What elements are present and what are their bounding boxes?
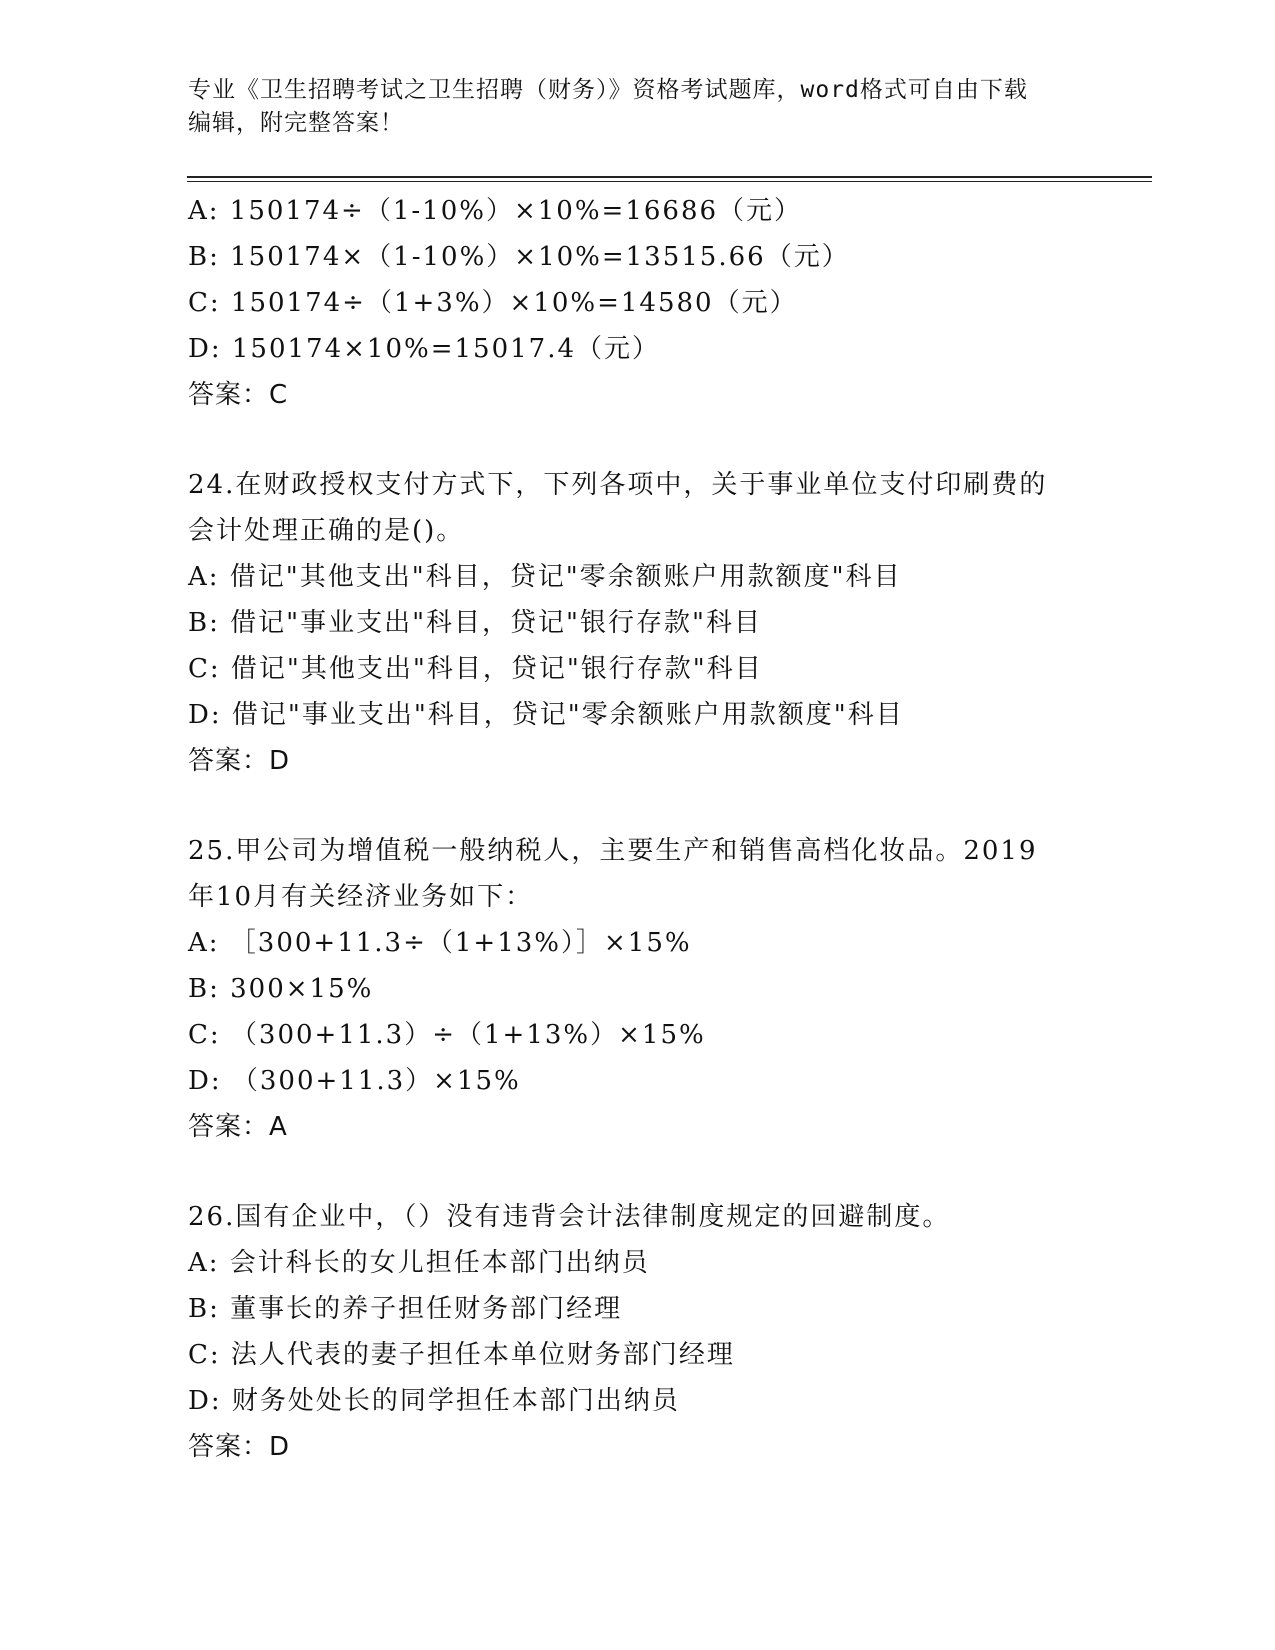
q23-option-d: D: 150174×10%=15017.4（元） xyxy=(188,334,660,364)
q23-answer: 答案：C xyxy=(188,380,289,410)
q25-option-c: C: （300+11.3）÷（1+13%）×15% xyxy=(188,1020,706,1050)
q26-option-a: A: 会计科长的女儿担任本部门出纳员 xyxy=(188,1248,650,1278)
q26-answer: 答案：D xyxy=(188,1432,291,1462)
q25-stem-line-2: 年10月有关经济业务如下： xyxy=(188,882,534,912)
q23-option-b: B: 150174×（1-10%）×10%=13515.66（元） xyxy=(188,242,850,272)
header-rule-thin xyxy=(187,181,1152,182)
header-line-2: 编辑，附完整答案！ xyxy=(188,110,404,136)
question-25-block xyxy=(188,828,1148,1150)
question-23-block xyxy=(188,188,1148,418)
q24-option-a: A: 借记"其他支出"科目，贷记"零余额账户用款额度"科目 xyxy=(188,562,902,592)
q26-stem-line-1: 26.国有企业中，（）没有违背会计法律制度规定的回避制度。 xyxy=(188,1202,951,1232)
q25-answer: 答案：A xyxy=(188,1112,288,1142)
q25-option-b: B: 300×15% xyxy=(188,974,374,1004)
q24-stem-line-2: 会计处理正确的是()。 xyxy=(188,516,465,546)
q24-option-b: B: 借记"事业支出"科目，贷记"银行存款"科目 xyxy=(188,608,762,638)
q24-option-d: D: 借记"事业支出"科目，贷记"零余额账户用款额度"科目 xyxy=(188,700,904,730)
q26-option-c: C: 法人代表的妻子担任本单位财务部门经理 xyxy=(188,1340,735,1370)
header-rule-thick xyxy=(187,176,1152,178)
spacer xyxy=(188,418,1148,462)
header-line-1: 专业《卫生招聘考试之卫生招聘（财务）》资格考试题库，word格式可自由下载 xyxy=(188,77,1028,103)
q25-option-d: D: （300+11.3）×15% xyxy=(188,1066,521,1096)
question-24-block xyxy=(188,462,1148,784)
q25-stem-line-1: 25.甲公司为增值税一般纳税人，主要生产和销售高档化妆品。2019 xyxy=(188,836,1038,866)
question-content xyxy=(188,188,1148,1470)
q23-option-a: A: 150174÷（1-10%）×10%=16686（元） xyxy=(188,196,803,226)
q24-stem-line-1: 24.在财政授权支付方式下，下列各项中，关于事业单位支付印刷费的 xyxy=(188,470,1048,500)
question-26-block xyxy=(188,1194,1148,1470)
q24-option-c: C: 借记"其他支出"科目，贷记"银行存款"科目 xyxy=(188,654,763,684)
q26-option-b: B: 董事长的养子担任财务部门经理 xyxy=(188,1294,623,1324)
q23-option-c: C: 150174÷（1+3%）×10%=14580（元） xyxy=(188,288,798,318)
q26-option-d: D: 财务处处长的同学担任本部门出纳员 xyxy=(188,1386,680,1416)
spacer xyxy=(188,1150,1148,1194)
q24-answer: 答案：D xyxy=(188,746,291,776)
q25-option-a: A: ［300+11.3÷（1+13%）］×15% xyxy=(188,928,692,958)
spacer xyxy=(188,784,1148,828)
document-header xyxy=(188,74,1088,140)
